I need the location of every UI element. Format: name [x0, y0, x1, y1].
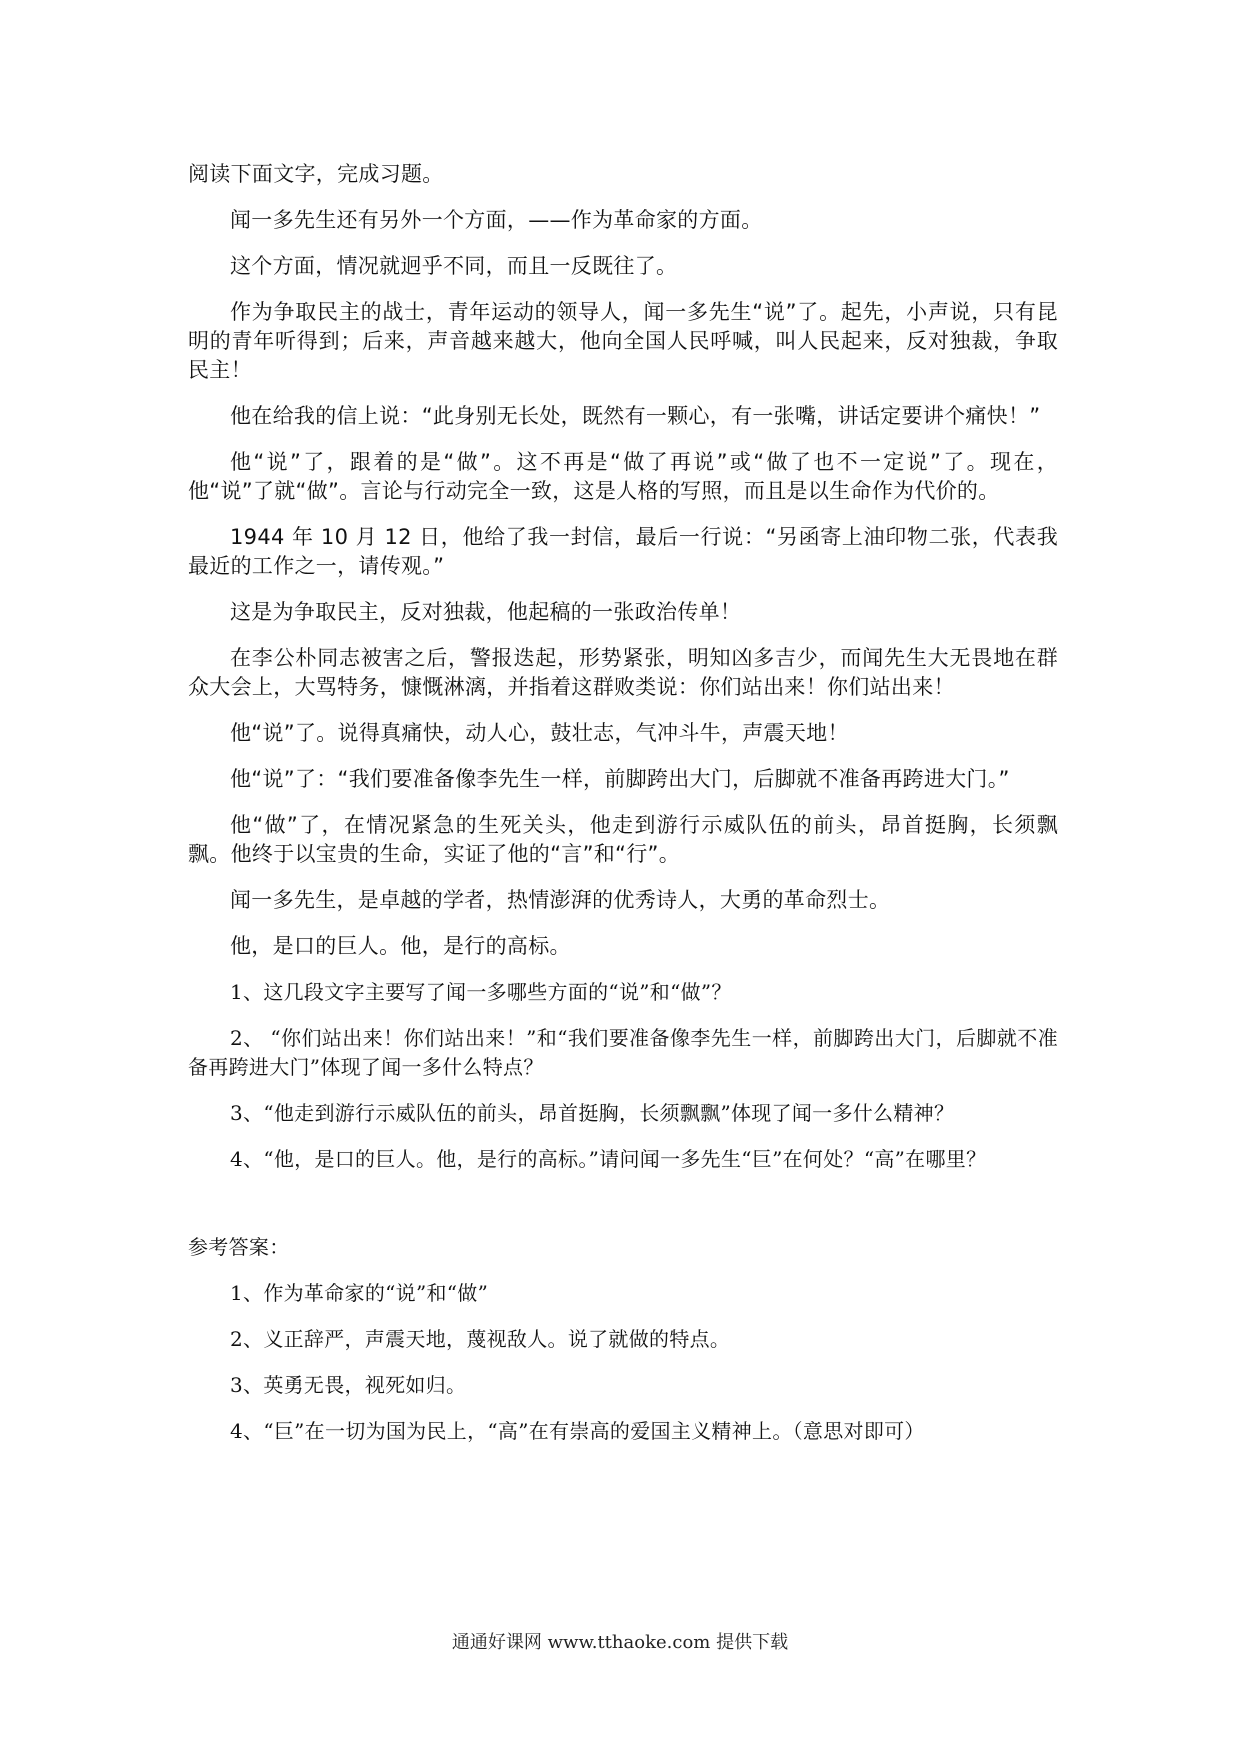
passage-paragraph: 他“说”了。说得真痛快，动人心，鼓壮志，气冲斗牛，声震天地！	[230, 721, 849, 745]
instruction: 阅读下面文字，完成习题。	[188, 162, 444, 186]
passage-paragraph: 闻一多先生，是卓越的学者，热情澎湃的优秀诗人，大勇的革命烈士。	[230, 888, 891, 912]
passage-paragraph: 闻一多先生还有另外一个方面，——作为革命家的方面。	[230, 208, 763, 232]
passage-paragraph: 他，是口的巨人。他，是行的高标。	[230, 934, 571, 958]
answer-item: 1、作为革命家的“说”和“做”	[230, 1281, 489, 1305]
question-item: 1、这几段文字主要写了闻一多哪些方面的“说”和“做”？	[230, 980, 732, 1004]
passage-paragraph: 这个方面，情况就迥乎不同，而且一反既往了。	[230, 254, 678, 278]
passage-paragraph: 作为争取民主的战士，青年运动的领导人，闻一多先生“说”了。起先，小声说，只有昆明的青年听得到；后来，声音越来越大，他向全国人民呼喊，叫人民起来，反对独裁，争取民主！	[188, 300, 1058, 382]
passage-paragraph: 1944 年 10 月 12 日，他给了我一封信，最后一行说：“另函寄上油印物二张，代表我最近的工作之一，请传观。”	[188, 525, 1058, 578]
passage-paragraph: 他“说”了：“我们要准备像李先生一样，前脚跨出大门，后脚就不准备再跨进大门。”	[230, 767, 1010, 791]
passage-paragraph: 他在给我的信上说：“此身别无长处，既然有一颗心，有一张嘴，讲话定要讲个痛快！”	[230, 404, 1041, 428]
page-footer: 通通好课网 www.tthaoke.com 提供下载	[451, 1632, 789, 1653]
passage-paragraph: 这是为争取民主，反对独裁，他起稿的一张政治传单！	[230, 600, 742, 624]
question-item: 4、“他，是口的巨人。他，是行的高标。”请问闻一多先生“巨”在何处？“高”在哪里？	[230, 1147, 987, 1171]
passage-paragraph: 他“做”了，在情况紧急的生死关头，他走到游行示威队伍的前头，昂首挺胸，长须飘飘。他终于以宝贵的生命，实证了他的“言”和“行”。	[188, 813, 1058, 866]
section-spacer	[188, 1191, 1058, 1233]
question-item: 3、“他走到游行示威队伍的前头，昂首挺胸，长须飘飘”体现了闻一多什么精神？	[230, 1101, 955, 1125]
document-content	[188, 160, 1058, 1463]
passage-paragraph: 在李公朴同志被害之后，警报迭起，形势紧张，明知凶多吉少，而闻先生大无畏地在群众大会上，大骂特务，慷慨淋漓，并指着这群败类说：你们站出来！你们站出来！	[188, 646, 1058, 699]
answer-item: 4、“巨”在一切为国为民上，“高”在有崇高的爱国主义精神上。（意思对即可）	[230, 1419, 925, 1443]
passage-paragraph: 他“说”了，跟着的是“做”。这不再是“做了再说”或“做了也不一定说”了。现在，他“说”了就“做”。言论与行动完全一致，这是人格的写照，而且是以生命作为代价的。	[188, 450, 1058, 503]
passage	[188, 206, 1058, 961]
answers-title: 参考答案：	[188, 1235, 290, 1259]
question-item: 2、 “你们站出来！你们站出来！”和“我们要准备像李先生一样，前脚跨出大门，后脚就不准备再跨进大门”体现了闻一多什么特点？	[188, 1026, 1058, 1079]
answers	[188, 1279, 1058, 1446]
questions	[188, 978, 1058, 1174]
answer-item: 3、英勇无畏，视死如归。	[230, 1373, 467, 1397]
answer-item: 2、义正辞严，声震天地，蔑视敌人。说了就做的特点。	[230, 1327, 731, 1351]
